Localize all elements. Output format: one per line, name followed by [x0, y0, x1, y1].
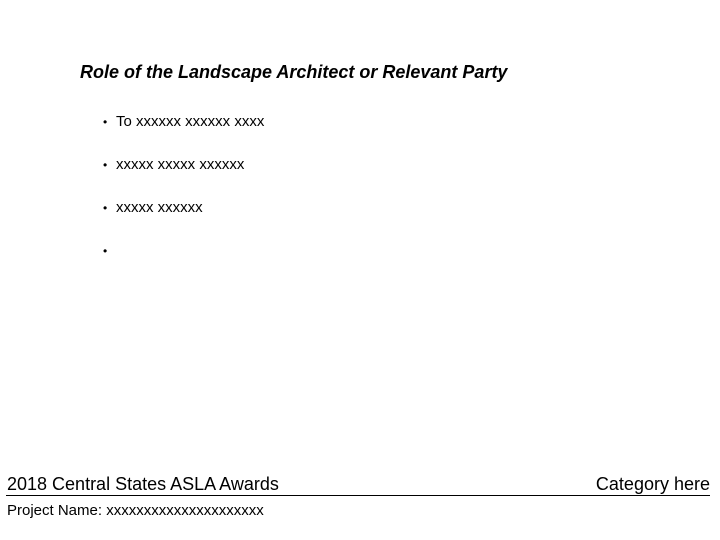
bullet-marker: • — [103, 244, 108, 258]
bullet-item — [103, 155, 264, 198]
footer-awards-line — [6, 473, 710, 496]
bullet-item — [103, 241, 264, 284]
bullet-item — [103, 198, 264, 241]
bullet-text: To xxxxxx xxxxxx xxxx — [116, 113, 265, 130]
bullet-list — [103, 112, 264, 284]
bullet-marker: • — [103, 158, 108, 172]
bullet-marker: • — [103, 201, 108, 215]
project-name: Project Name: xxxxxxxxxxxxxxxxxxxxx — [7, 502, 264, 519]
slide-title: Role of the Landscape Architect or Relevant Party — [80, 62, 508, 82]
bullet-item — [103, 112, 264, 155]
bullet-text: xxxxx xxxxx xxxxxx — [116, 156, 245, 173]
bullet-text: xxxxx xxxxxx — [116, 199, 203, 216]
awards-title: 2018 Central States ASLA Awards — [7, 474, 279, 494]
category-label: Category here — [595, 474, 710, 494]
bullet-marker: • — [103, 115, 108, 129]
